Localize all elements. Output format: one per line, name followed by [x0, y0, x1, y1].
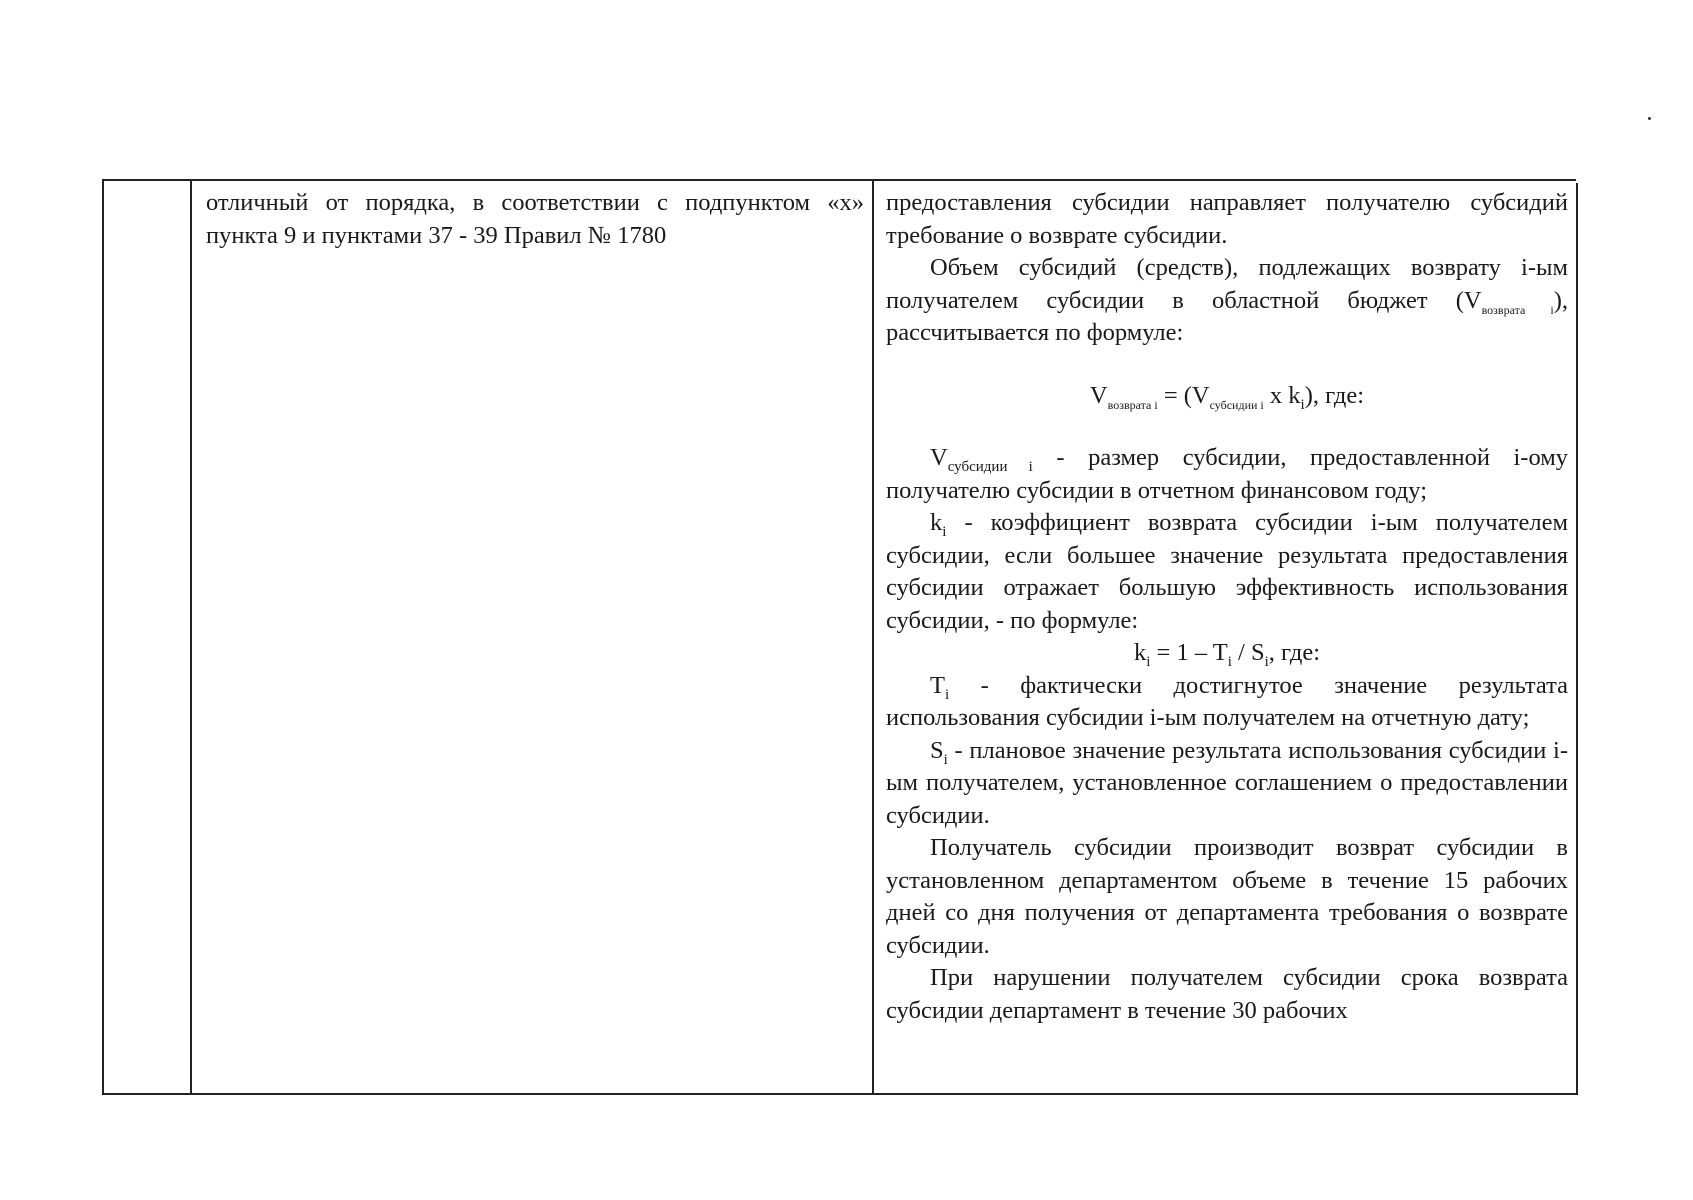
paragraph-actual-value: $T_i$ - фактически достигнутое значение результата использования субсидии i-ым получателем на отчетную дату; — [886, 671, 1568, 731]
paragraph-continuation: предоставления субсидии направляет получателю субсидий требование о возврате субсидии. — [886, 189, 1568, 249]
scan-speck — [1648, 117, 1651, 120]
column-divider-1 — [190, 181, 192, 1093]
paragraph-subsidy-size: $V_{субсидии i}$ - размер субсидии, предоставленной i-ому получателю субсидии в отчетном финансовом году; — [886, 444, 1568, 504]
table-right-border — [1576, 183, 1578, 1095]
paragraph-return-terms: Получатель субсидии производит возврат субсидии в установленном департаментом объеме в течение 15 рабочих дней со дня получения от департамента требования о возврате субсидии. — [886, 834, 1568, 959]
formula-coefficient: $k_i = 1 - T_i / S_i$, где: — [1133, 639, 1321, 670]
paragraph-planned-value: $S_i$ - плановое значение результата использования субсидии i-ым получателем, установленное соглашением о предоставлении субсидии. — [886, 736, 1568, 829]
left-cell-text: отличный от порядка, в соответствии с подпунктом «х» пункта 9 и пунктами 37 - 39 Правил № 1780 — [206, 189, 864, 249]
paragraph-violation: При нарушении получателем субсидии срока возврата субсидии департамент в течение 30 рабочих — [886, 964, 1568, 1024]
document-table — [102, 179, 1576, 1095]
paragraph-volume: Объем субсидий (средств), подлежащих возврату i-ым получателем субсидии в областной бюджет $(V_{возврата i})$, рассчитывается по формуле: — [886, 254, 1568, 346]
column-divider-2 — [872, 181, 874, 1093]
formula-return-volume: $V_{возврата i} = (V_{субсидии i}$ x $k_i$), где: — [1089, 381, 1365, 413]
right-cell — [886, 187, 1568, 1027]
paragraph-coefficient: $k_i$ - коэффициент возврата субсидии i-ым получателем субсидии, если большее значение результата предоставления субсидии отражает большую эффективность использования субсидии, - по формуле: — [886, 509, 1568, 634]
